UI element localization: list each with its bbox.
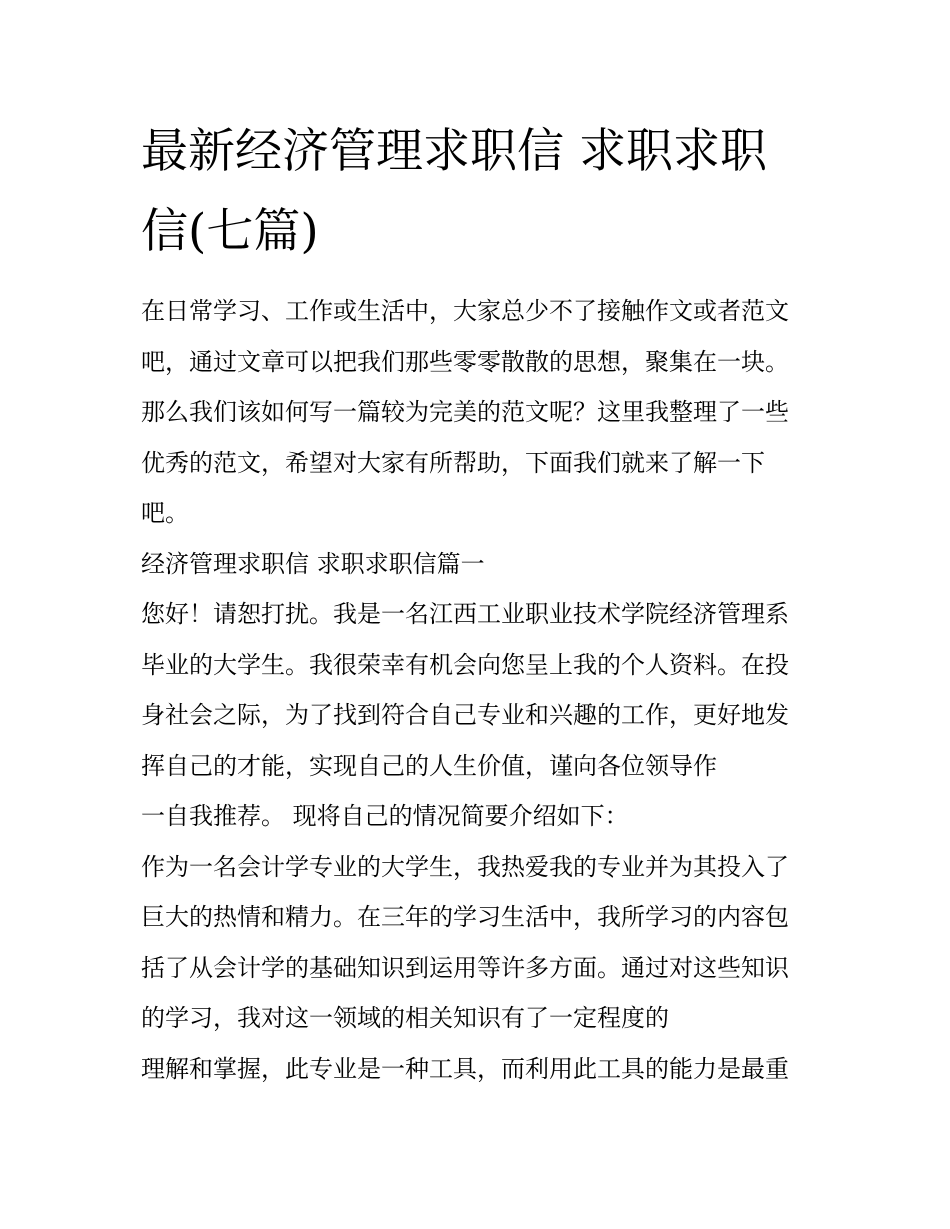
text-line: 毕业的大学生。我很荣幸有机会向您呈上我的个人资料。在投 xyxy=(141,650,789,679)
text-line: 那么我们该如何写一篇较为完美的范文呢？这里我整理了一些 xyxy=(141,398,789,426)
section-heading: 经济管理求职信 求职求职信篇一 xyxy=(141,549,485,578)
text-line: 您好！请恕打扰。我是一名江西工业职业技术学院经济管理系 xyxy=(141,600,789,628)
text-line: 身社会之际，为了找到符合自己专业和兴趣的工作，更好地发 xyxy=(141,701,789,729)
document-page xyxy=(141,112,821,1094)
intro-paragraph xyxy=(141,286,816,539)
text-line: 作为一名会计学专业的大学生，我热爱我的专业并为其投入了 xyxy=(141,852,789,881)
text-line: 理解和掌握，此专业是一种工具，而利用此工具的能力是最重 xyxy=(141,1054,789,1083)
text-line: 吧。 xyxy=(141,499,189,527)
body-paragraph xyxy=(141,589,816,1094)
text-line: 吧，通过文章可以把我们那些零零散散的思想，聚集在一块。 xyxy=(141,347,789,376)
title-line: 最新经济管理求职信 求职求职 xyxy=(141,124,767,179)
text-line: 挥自己的才能，实现自己的人生价值，谨向各位领导作 xyxy=(141,751,717,780)
text-line: 括了从会计学的基础知识到运用等许多方面。通过对这些知识 xyxy=(141,953,789,982)
text-line: 一自我推荐。 现将自己的情况简要介绍如下： xyxy=(141,802,629,830)
text-line: 巨大的热情和精力。在三年的学习生活中，我所学习的内容包 xyxy=(141,903,789,931)
text-line: 在日常学习、工作或生活中，大家总少不了接触作文或者范文 xyxy=(141,297,789,325)
title-line: 信(七篇) xyxy=(141,204,319,259)
document-title xyxy=(141,112,811,272)
text-line: 优秀的范文，希望对大家有所帮助，下面我们就来了解一下 xyxy=(141,448,765,477)
text-line: 的学习，我对这一领域的相关知识有了一定程度的 xyxy=(141,1004,669,1032)
